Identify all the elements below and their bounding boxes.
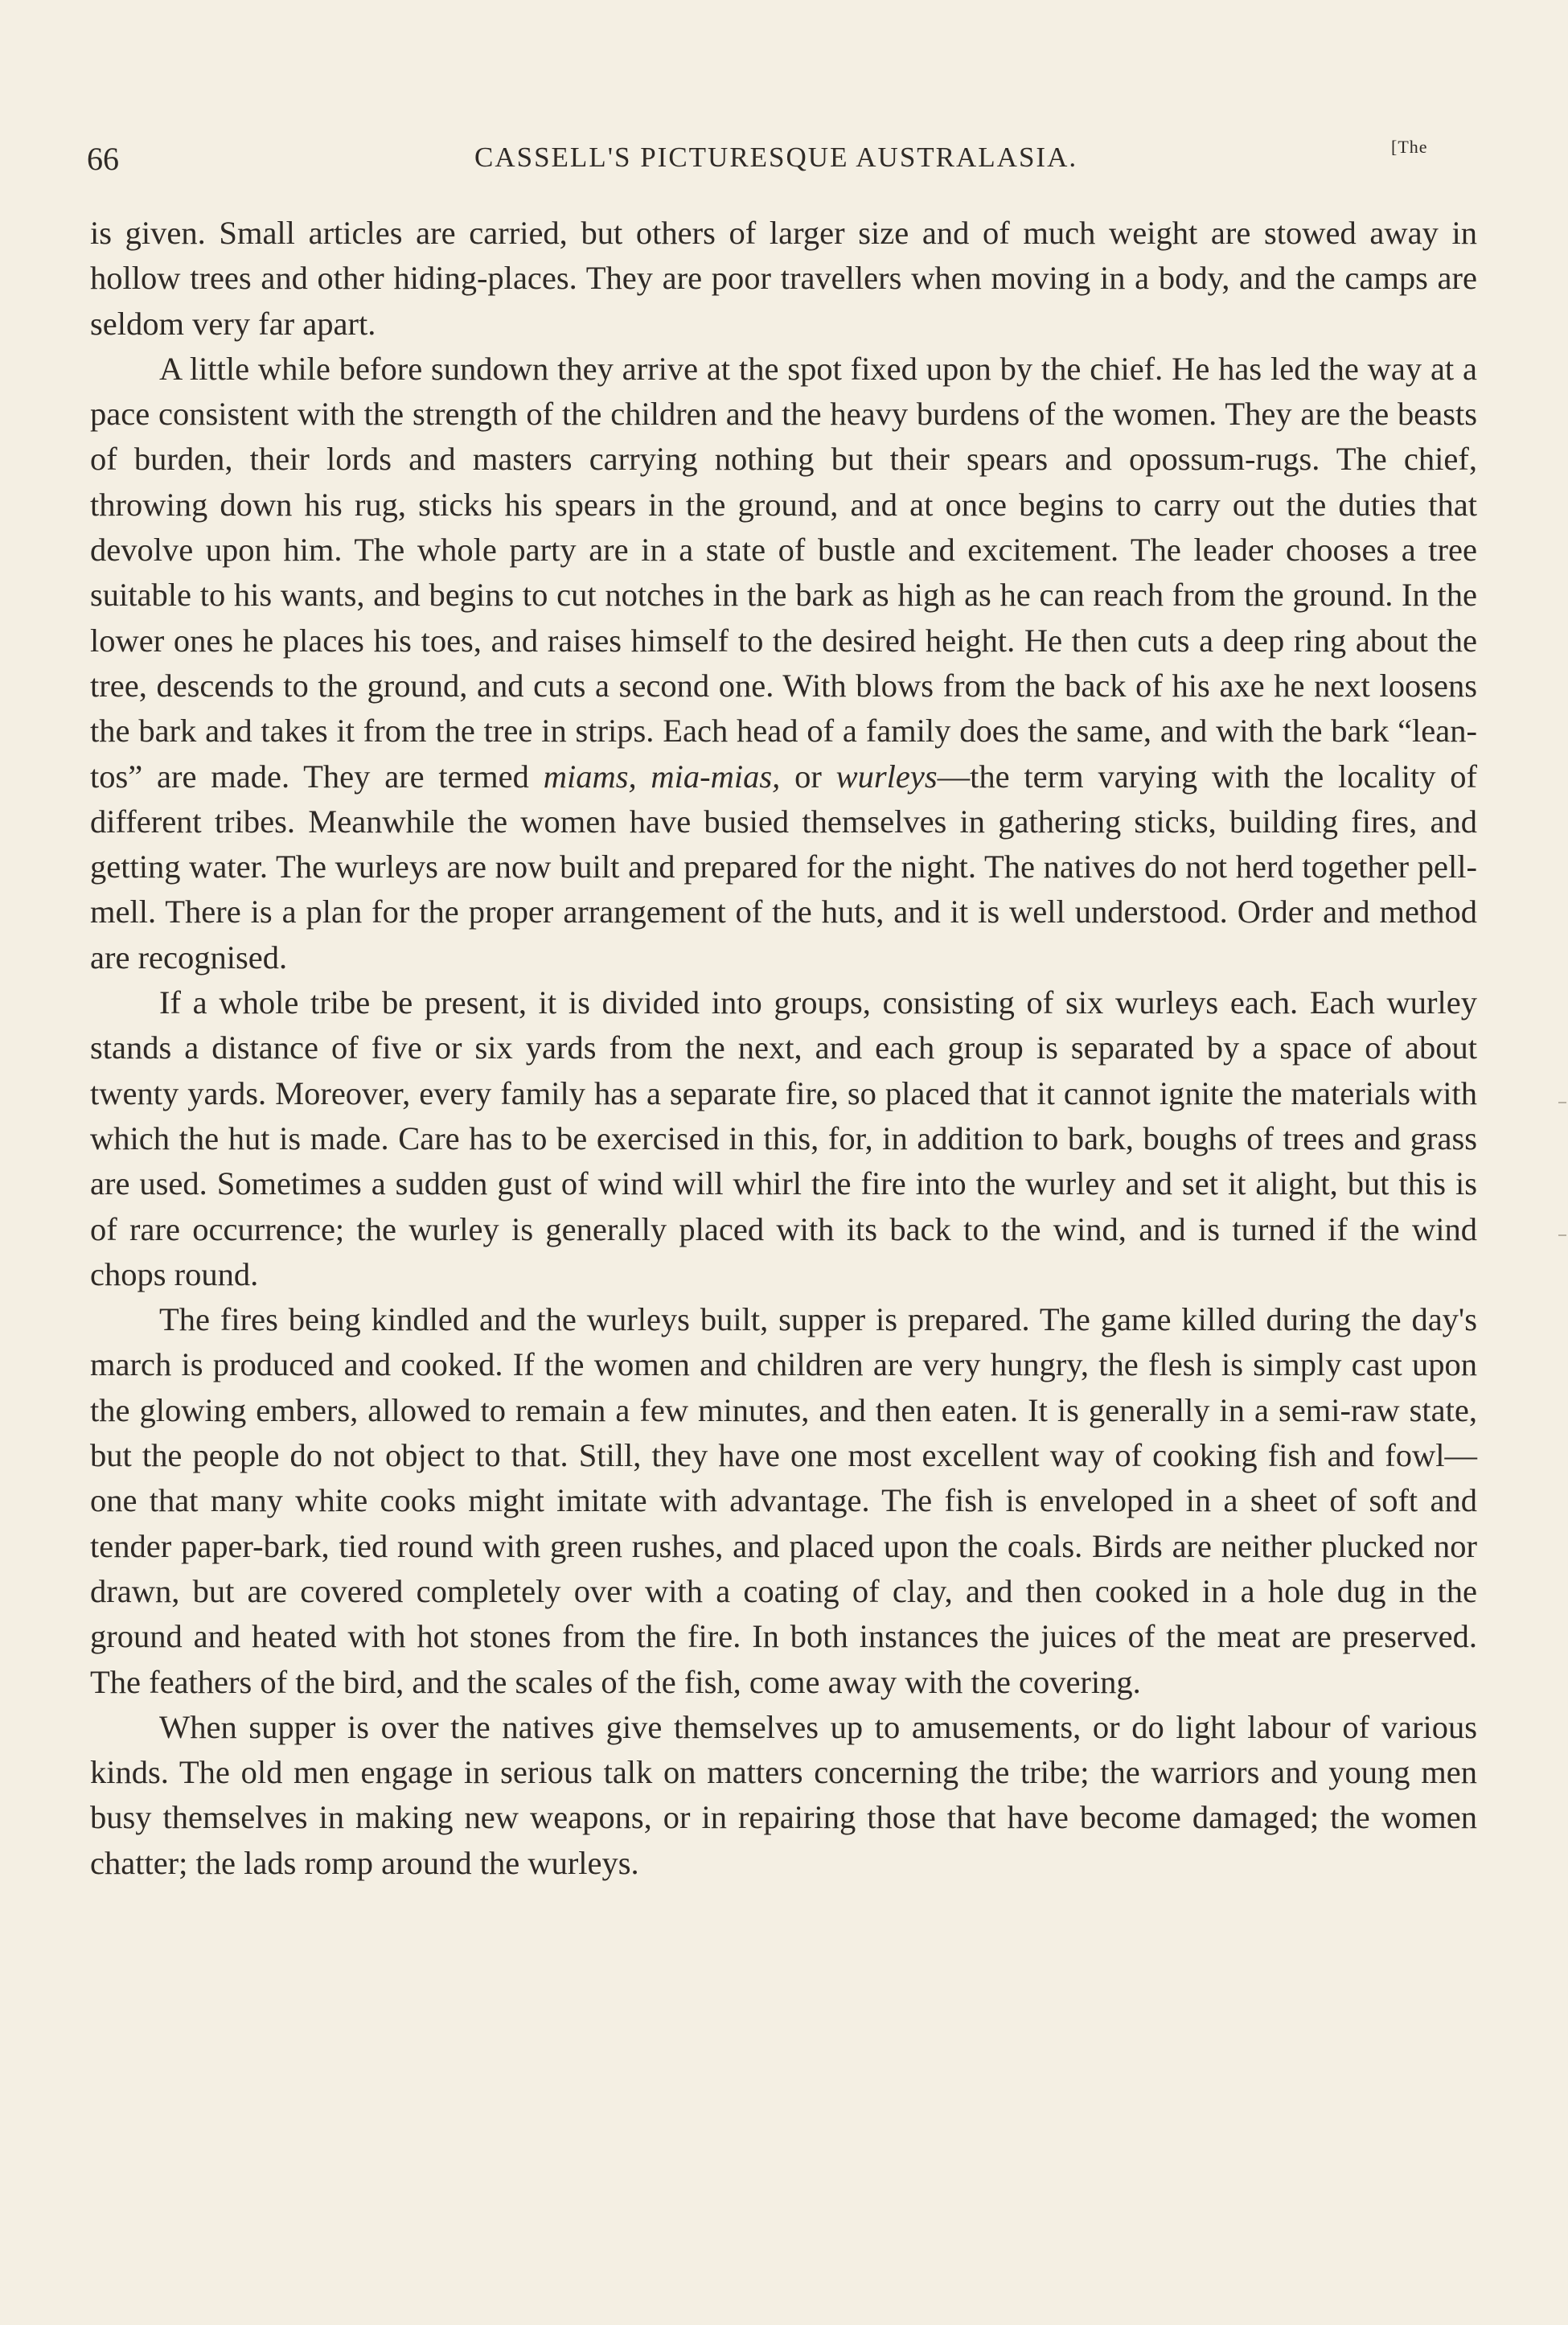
running-head — [87, 137, 1486, 185]
section-catchword: [The — [1391, 137, 1428, 157]
paragraph-3: If a whole tribe be present, it is divided into groups, consisting of six wurleys each. Each wurley stands a distance of five or six yards from the next, and each group is separated by a space of about twenty yards. Moreover, every family has a separate fire, so placed that it cannot ignite the materials with which the hut is made. Care has to be exercised in this, for, in addition to bark, boughs of trees and grass are used. Sometimes a sudden gust of wind will whirl the fire into the wurley and set it alight, but this is of rare occurrence; the wurley is generally placed with its back to the wind, and is turned if the wind chops round. — [90, 984, 1477, 1292]
paragraph-2-italic-wurleys: wurleys — [835, 758, 938, 795]
paragraph-1: is given. Small articles are carried, but others of larger size and of much weight are stowed away in hollow trees and other hiding-places. They are poor travellers when moving in a body, and the camps are seldom very far apart. — [90, 215, 1477, 342]
paragraph-2-tail: —the term varying with the locality of different tribes. Meanwhile the women have busied themselves in gathering sticks, building fires, and getting water. The wurleys are now built and prepared for the night. The natives do not herd together pell-mell. There is a plan for the proper arrangement of the huts, and it is well understood. Order and method are recognised. — [90, 758, 1478, 976]
book-title: CASSELL'S PICTURESQUE AUSTRALASIA. — [474, 142, 1078, 173]
page-number: 66 — [87, 141, 119, 177]
paragraph-2-conjunction: or — [794, 758, 822, 795]
paragraph-2 — [90, 347, 1477, 980]
paragraph-2-lead: A little while before sundown they arrive at the spot fixed upon by the chief. He has led the way at a pace consistent with the strength of the children and the heavy burdens of the women. They are the beasts of burden, their lords and masters carrying nothing but their spears and opossum-rugs. The chief, throwing down his rug, sticks his spears in the ground, and at once begins to carry out the duties that devolve upon him. The whole party are in a state of bustle and excitement. The leader chooses a tree suitable to his wants, and begins to cut notches in the bark as high as he can reach from the ground. In the lower ones he places his toes, and raises himself to the desired height. He then cuts a deep ring about the tree, descends to the ground, and cuts a second one. With blows from the back of his axe he next loosens the bark and takes it from the tree in strips. Each head of a family does the same, and with the bark “lean-tos” are made. They are termed — [90, 350, 1477, 795]
paragraph-2-italic-terms: miams, mia-mias, — [543, 758, 781, 795]
paragraph-5: When supper is over the natives give themselves up to amusements, or do light labour of various kinds. The old men engage in serious talk on matters concerning the tribe; the warriors and young men busy themselves in making new weapons, or in repairing those that have become damaged; the women chatter; the lads romp around the wurleys. — [90, 1708, 1477, 1881]
paragraph-4: The fires being kindled and the wurleys built, supper is prepared. The game killed during the day's march is produced and cooked. If the women and children are very hungry, the flesh is simply cast upon the glowing embers, allowed to remain a few minutes, and then eaten. It is generally in a semi-raw state, but the people do not object to that. Still, they have one most excellent way of cooking fish and fowl—one that many white cooks might imitate with advantage. The fish is enveloped in a sheet of soft and tender paper-bark, tied round with green rushes, and placed upon the coals. Birds are neither plucked nor drawn, but are covered completely over with a coating of clay, and then cooked in a hole dug in the ground and heated with hot stones from the fire. In both instances the juices of the meat are preserved. The feathers of the bird, and the scales of the fish, come away with the covering. — [90, 1301, 1477, 1700]
body-text — [90, 211, 1477, 1886]
margin-mark — [1558, 1234, 1566, 1236]
margin-mark — [1558, 1102, 1566, 1103]
